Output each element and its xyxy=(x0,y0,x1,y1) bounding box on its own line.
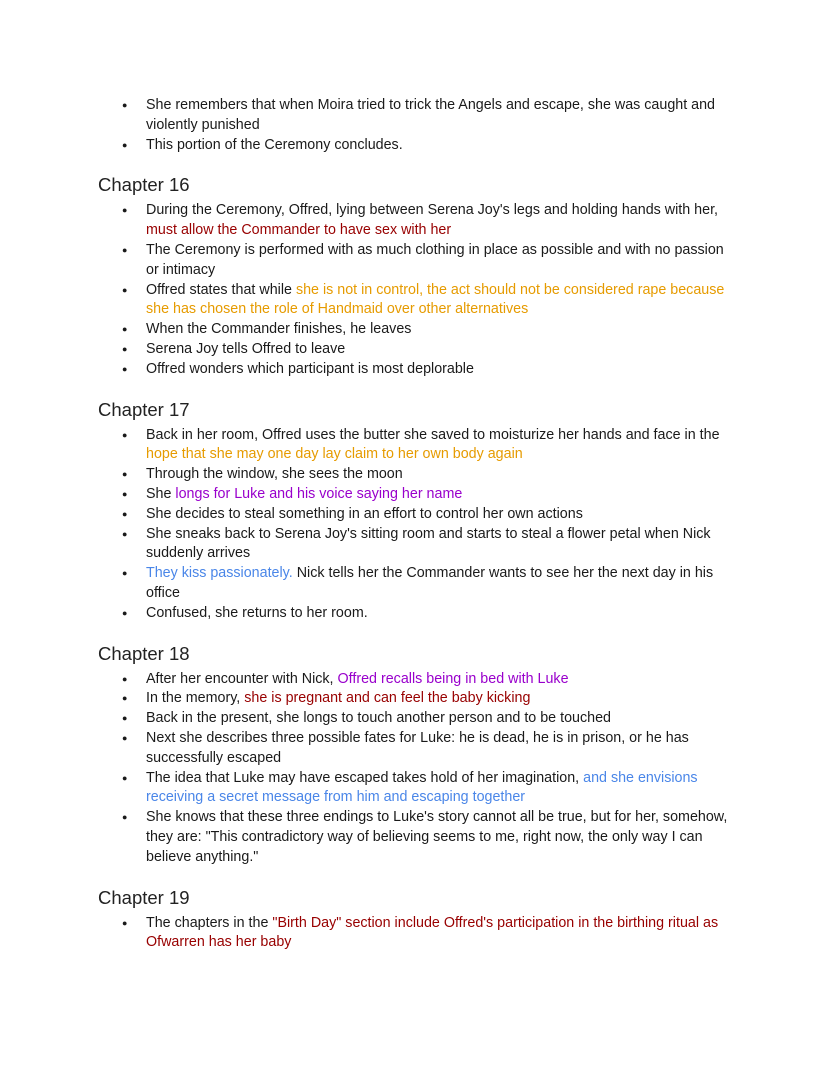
list-item: ● This portion of the Ceremony concludes. xyxy=(98,136,738,156)
intro-list xyxy=(98,96,738,155)
list-item: ● The chapters in the "Birth Day" section include Offred's participation in the birthing ritual as Ofwarren has her baby xyxy=(98,914,738,954)
chapter-16-list xyxy=(98,201,738,379)
chapter-18-list xyxy=(98,670,738,868)
list-item: ● Serena Joy tells Offred to leave xyxy=(98,340,738,360)
document-content xyxy=(98,96,738,953)
list-item: ● The Ceremony is performed with as much clothing in place as possible and with no passion or intimacy xyxy=(98,241,738,281)
list-item: ● Next she describes three possible fates for Luke: he is dead, he is in prison, or he has successfully escaped xyxy=(98,729,738,769)
list-item: ● She knows that these three endings to Luke's story cannot all be true, but for her, somehow, they are: "This contradictory way of believing seems to me, right now, the only way I can believe anything." xyxy=(98,808,738,867)
chapter-18-section xyxy=(98,642,738,868)
list-item: ● Offred states that while she is not in control, the act should not be considered rape because she has chosen the role of Handmaid over other alternatives xyxy=(98,281,738,321)
list-item: ● Confused, she returns to her room. xyxy=(98,604,738,624)
list-item: ● When the Commander finishes, he leaves xyxy=(98,320,738,340)
list-item: ● After her encounter with Nick, Offred recalls being in bed with Luke xyxy=(98,670,738,690)
list-item: ● The idea that Luke may have escaped takes hold of her imagination, and she envisions receiving a secret message from him and escaping together xyxy=(98,769,738,809)
chapter-16-heading: Chapter 16 xyxy=(98,174,190,196)
chapter-19-section xyxy=(98,886,738,954)
list-item: ● She remembers that when Moira tried to trick the Angels and escape, she was caught and violently punished xyxy=(98,96,738,136)
list-item: ● They kiss passionately. Nick tells her the Commander wants to see her the next day in his office xyxy=(98,564,738,604)
list-item: ● In the memory, she is pregnant and can feel the baby kicking xyxy=(98,689,738,709)
list-item: ● She decides to steal something in an effort to control her own actions xyxy=(98,505,738,525)
chapter-17-list xyxy=(98,426,738,624)
chapter-17-section xyxy=(98,398,738,624)
list-item: ● Back in her room, Offred uses the butter she saved to moisturize her hands and face in the hope that she may one day lay claim to her own body again xyxy=(98,426,738,466)
list-item: ● Back in the present, she longs to touch another person and to be touched xyxy=(98,709,738,729)
chapter-19-heading: Chapter 19 xyxy=(98,886,190,908)
list-item: ● Through the window, she sees the moon xyxy=(98,465,738,485)
list-item: ● Offred wonders which participant is most deplorable xyxy=(98,360,738,380)
chapter-18-heading: Chapter 18 xyxy=(98,642,190,664)
list-item: ● She longs for Luke and his voice saying her name xyxy=(98,485,738,505)
chapter-16-section xyxy=(98,173,738,379)
chapter-17-heading: Chapter 17 xyxy=(98,398,190,420)
list-item: ● During the Ceremony, Offred, lying between Serena Joy's legs and holding hands with her, must allow the Commander to have sex with her xyxy=(98,201,738,241)
chapter-19-list xyxy=(98,914,738,954)
list-item: ● She sneaks back to Serena Joy's sitting room and starts to steal a flower petal when Nick suddenly arrives xyxy=(98,525,738,565)
